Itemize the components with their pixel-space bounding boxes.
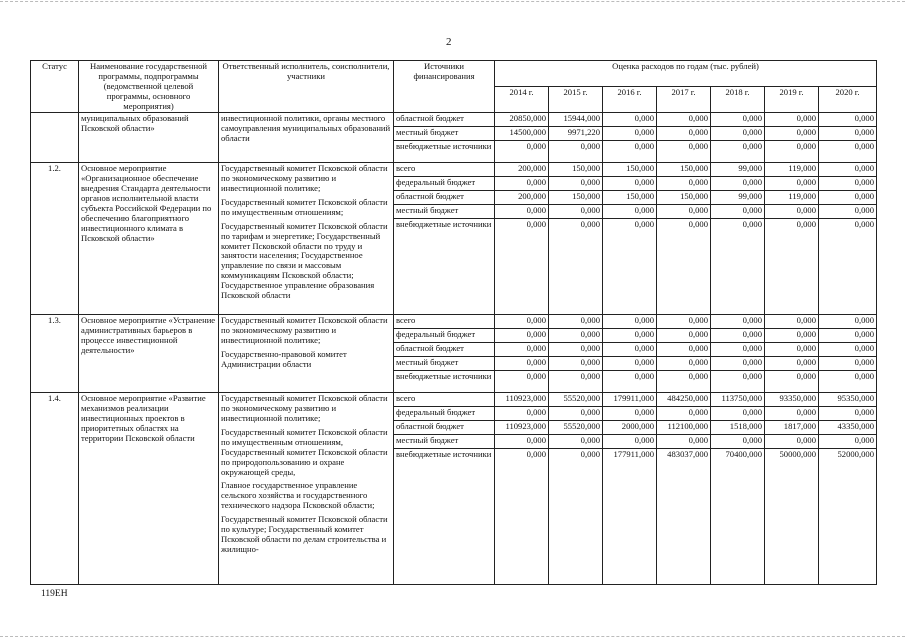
value-cell: 0,000 bbox=[819, 141, 877, 163]
value-cell: 0,000 bbox=[603, 329, 657, 343]
value-cell: 0,000 bbox=[657, 113, 711, 127]
source-cell: областной бюджет bbox=[394, 113, 495, 127]
value-cell: 0,000 bbox=[603, 435, 657, 449]
header-estimate: Оценка расходов по годам (тыс. рублей) bbox=[495, 61, 877, 87]
value-cell: 150,000 bbox=[603, 163, 657, 177]
value-cell: 0,000 bbox=[819, 205, 877, 219]
value-cell: 179911,000 bbox=[603, 393, 657, 407]
value-cell: 0,000 bbox=[549, 357, 603, 371]
value-cell: 20850,000 bbox=[495, 113, 549, 127]
value-cell: 0,000 bbox=[495, 371, 549, 393]
value-cell: 0,000 bbox=[819, 329, 877, 343]
value-cell: 0,000 bbox=[765, 177, 819, 191]
value-cell: 484250,000 bbox=[657, 393, 711, 407]
value-cell: 0,000 bbox=[657, 407, 711, 421]
value-cell: 55520,000 bbox=[549, 421, 603, 435]
value-cell: 0,000 bbox=[603, 407, 657, 421]
value-cell: 0,000 bbox=[765, 407, 819, 421]
source-cell: областной бюджет bbox=[394, 343, 495, 357]
table-row bbox=[31, 315, 877, 329]
value-cell: 52000,000 bbox=[819, 449, 877, 585]
responsible-line: Государственный комитет Псковской области по экономическому развитию и инвестиционной политике; bbox=[221, 163, 388, 194]
value-cell: 0,000 bbox=[603, 343, 657, 357]
value-cell: 1518,000 bbox=[711, 421, 765, 435]
responsible-line: Государственный комитет Псковской области по имущественным отношениям; bbox=[221, 197, 388, 217]
source-cell: внебюджетные источники bbox=[394, 141, 495, 163]
source-cell: всего bbox=[394, 393, 495, 407]
value-cell: 110923,000 bbox=[495, 421, 549, 435]
value-cell: 177911,000 bbox=[603, 449, 657, 585]
value-cell: 0,000 bbox=[765, 113, 819, 127]
source-cell: местный бюджет bbox=[394, 435, 495, 449]
value-cell: 0,000 bbox=[603, 205, 657, 219]
value-cell: 150,000 bbox=[657, 163, 711, 177]
header-year: 2018 г. bbox=[711, 87, 765, 113]
value-cell: 0,000 bbox=[549, 219, 603, 315]
responsible-line: Государственный комитет Псковской области по культуре; Государственный комитет Псковской области по делам строительства и жилищно- bbox=[221, 514, 388, 554]
source-cell: федеральный бюджет bbox=[394, 329, 495, 343]
value-cell: 0,000 bbox=[819, 127, 877, 141]
value-cell: 55520,000 bbox=[549, 393, 603, 407]
header-year: 2014 г. bbox=[495, 87, 549, 113]
source-cell: всего bbox=[394, 315, 495, 329]
value-cell: 0,000 bbox=[549, 407, 603, 421]
value-cell: 0,000 bbox=[549, 435, 603, 449]
value-cell: 0,000 bbox=[765, 357, 819, 371]
measure-name-cell: Основное мероприятие «Развитие механизмов реализации инвестиционных проектов в приоритетных областях на территории Псковской области bbox=[79, 393, 219, 585]
source-cell: местный бюджет bbox=[394, 357, 495, 371]
measure-name-cell: Основное мероприятие «Устранение административных барьеров в процессе инвестиционной деятельности» bbox=[79, 315, 219, 393]
value-cell: 150,000 bbox=[549, 163, 603, 177]
value-cell: 0,000 bbox=[603, 315, 657, 329]
value-cell: 0,000 bbox=[549, 315, 603, 329]
value-cell: 483037,000 bbox=[657, 449, 711, 585]
status-cell: 1.3. bbox=[31, 315, 79, 393]
value-cell: 0,000 bbox=[819, 343, 877, 357]
value-cell: 0,000 bbox=[819, 177, 877, 191]
header-year: 2016 г. bbox=[603, 87, 657, 113]
responsible-cell bbox=[219, 113, 394, 163]
value-cell: 0,000 bbox=[765, 435, 819, 449]
value-cell: 0,000 bbox=[711, 127, 765, 141]
value-cell: 2000,000 bbox=[603, 421, 657, 435]
value-cell: 0,000 bbox=[711, 205, 765, 219]
value-cell: 0,000 bbox=[657, 435, 711, 449]
scan-edge-top bbox=[0, 1, 905, 2]
value-cell: 0,000 bbox=[495, 177, 549, 191]
value-cell: 0,000 bbox=[657, 343, 711, 357]
value-cell: 0,000 bbox=[549, 329, 603, 343]
value-cell: 0,000 bbox=[711, 407, 765, 421]
source-cell: внебюджетные источники bbox=[394, 219, 495, 315]
value-cell: 0,000 bbox=[603, 219, 657, 315]
value-cell: 0,000 bbox=[765, 315, 819, 329]
value-cell: 0,000 bbox=[765, 219, 819, 315]
source-cell: областной бюджет bbox=[394, 191, 495, 205]
value-cell: 0,000 bbox=[711, 219, 765, 315]
value-cell: 0,000 bbox=[657, 141, 711, 163]
value-cell: 0,000 bbox=[765, 141, 819, 163]
value-cell: 50000,000 bbox=[765, 449, 819, 585]
value-cell: 150,000 bbox=[657, 191, 711, 205]
responsible-cell bbox=[219, 163, 394, 315]
value-cell: 0,000 bbox=[711, 113, 765, 127]
value-cell: 0,000 bbox=[711, 435, 765, 449]
value-cell: 0,000 bbox=[657, 177, 711, 191]
value-cell: 0,000 bbox=[603, 177, 657, 191]
value-cell: 9971,220 bbox=[549, 127, 603, 141]
header-status: Статус bbox=[31, 61, 79, 113]
status-cell: 1.2. bbox=[31, 163, 79, 315]
value-cell: 0,000 bbox=[819, 113, 877, 127]
value-cell: 0,000 bbox=[495, 435, 549, 449]
measure-name-cell: муниципальных образований Псковской области» bbox=[79, 113, 219, 163]
table-row bbox=[31, 113, 877, 127]
value-cell: 113750,000 bbox=[711, 393, 765, 407]
responsible-cell bbox=[219, 393, 394, 585]
value-cell: 200,000 bbox=[495, 163, 549, 177]
responsible-line: Главное государственное управление сельского хозяйства и государственного технического надзора Псковской области; bbox=[221, 480, 375, 511]
value-cell: 0,000 bbox=[603, 141, 657, 163]
value-cell: 0,000 bbox=[495, 449, 549, 585]
value-cell: 0,000 bbox=[657, 371, 711, 393]
value-cell: 0,000 bbox=[711, 315, 765, 329]
header-year: 2017 г. bbox=[657, 87, 711, 113]
value-cell: 0,000 bbox=[711, 343, 765, 357]
value-cell: 43350,000 bbox=[819, 421, 877, 435]
value-cell: 0,000 bbox=[657, 357, 711, 371]
value-cell: 0,000 bbox=[711, 329, 765, 343]
responsible-line: Государственный комитет Псковской области по тарифам и энергетике; Государственный комитет Псковской области по труду и занятости населения; Государственное управление по связи и массовым коммуникациям Псковской области; Государственное управление образования Псковской области bbox=[221, 220, 388, 300]
value-cell: 110923,000 bbox=[495, 393, 549, 407]
value-cell: 0,000 bbox=[549, 449, 603, 585]
value-cell: 119,000 bbox=[765, 163, 819, 177]
value-cell: 99,000 bbox=[711, 191, 765, 205]
header-year: 2020 г. bbox=[819, 87, 877, 113]
value-cell: 0,000 bbox=[495, 357, 549, 371]
value-cell: 0,000 bbox=[819, 435, 877, 449]
value-cell: 0,000 bbox=[657, 329, 711, 343]
value-cell: 15944,000 bbox=[549, 113, 603, 127]
source-cell: местный бюджет bbox=[394, 127, 495, 141]
table-row bbox=[31, 393, 877, 407]
value-cell: 0,000 bbox=[819, 315, 877, 329]
value-cell: 0,000 bbox=[765, 205, 819, 219]
measure-name-cell: Основное мероприятие «Организационное обеспечение внедрения Стандарта деятельности органов исполнительной власти субъекта Российской Федерации по обеспечению благоприятного инвестиционного климата в Псковской области» bbox=[79, 163, 219, 315]
value-cell: 93350,000 bbox=[765, 393, 819, 407]
value-cell: 0,000 bbox=[819, 371, 877, 393]
value-cell: 0,000 bbox=[603, 113, 657, 127]
value-cell: 0,000 bbox=[495, 141, 549, 163]
value-cell: 0,000 bbox=[765, 343, 819, 357]
value-cell: 95350,000 bbox=[819, 393, 877, 407]
value-cell: 0,000 bbox=[711, 371, 765, 393]
value-cell: 150,000 bbox=[603, 191, 657, 205]
header-responsible: Ответственный исполнитель, соисполнители, участники bbox=[219, 61, 394, 113]
source-cell: внебюджетные источники bbox=[394, 449, 495, 585]
header-year: 2019 г. bbox=[765, 87, 819, 113]
value-cell: 0,000 bbox=[549, 371, 603, 393]
value-cell: 0,000 bbox=[765, 127, 819, 141]
value-cell: 0,000 bbox=[819, 357, 877, 371]
value-cell: 0,000 bbox=[549, 177, 603, 191]
value-cell: 0,000 bbox=[495, 205, 549, 219]
source-cell: федеральный бюджет bbox=[394, 177, 495, 191]
source-cell: местный бюджет bbox=[394, 205, 495, 219]
value-cell: 0,000 bbox=[711, 357, 765, 371]
page-number: 2 bbox=[446, 36, 452, 48]
source-cell: областной бюджет bbox=[394, 421, 495, 435]
value-cell: 0,000 bbox=[765, 371, 819, 393]
responsible-cell bbox=[219, 315, 394, 393]
value-cell: 0,000 bbox=[657, 315, 711, 329]
header-name: Наименование государственной программы, подпрограммы (ведомственной целевой программы, основного мероприятия) bbox=[79, 61, 219, 113]
table-body bbox=[31, 113, 877, 585]
value-cell: 200,000 bbox=[495, 191, 549, 205]
responsible-line: Государственный комитет Псковской области по экономическому развитию и инвестиционной политике; bbox=[221, 393, 388, 424]
value-cell: 70400,000 bbox=[711, 449, 765, 585]
value-cell: 0,000 bbox=[603, 357, 657, 371]
value-cell: 0,000 bbox=[603, 371, 657, 393]
responsible-line: Государственный комитет Псковской области по экономическому развитию и инвестиционной политике; bbox=[221, 315, 388, 346]
header-sources: Источники финансирования bbox=[394, 61, 495, 113]
source-cell: федеральный бюджет bbox=[394, 407, 495, 421]
value-cell: 0,000 bbox=[495, 343, 549, 357]
responsible-line: инвестиционной политики, органы местного самоуправления муниципальных образований области bbox=[221, 113, 391, 144]
value-cell: 0,000 bbox=[603, 127, 657, 141]
value-cell: 119,000 bbox=[765, 191, 819, 205]
value-cell: 0,000 bbox=[495, 315, 549, 329]
value-cell: 0,000 bbox=[819, 407, 877, 421]
value-cell: 14500,000 bbox=[495, 127, 549, 141]
status-cell: 1.4. bbox=[31, 393, 79, 585]
value-cell: 0,000 bbox=[657, 219, 711, 315]
value-cell: 0,000 bbox=[765, 329, 819, 343]
source-cell: внебюджетные источники bbox=[394, 371, 495, 393]
value-cell: 0,000 bbox=[657, 205, 711, 219]
value-cell: 112100,000 bbox=[657, 421, 711, 435]
value-cell: 0,000 bbox=[549, 343, 603, 357]
value-cell: 0,000 bbox=[549, 141, 603, 163]
value-cell: 1817,000 bbox=[765, 421, 819, 435]
value-cell: 99,000 bbox=[711, 163, 765, 177]
value-cell: 0,000 bbox=[657, 127, 711, 141]
table-row bbox=[31, 163, 877, 177]
status-cell bbox=[31, 113, 79, 163]
value-cell: 0,000 bbox=[495, 407, 549, 421]
header-row bbox=[31, 61, 877, 87]
scan-edge-bottom bbox=[0, 636, 905, 637]
value-cell: 0,000 bbox=[495, 219, 549, 315]
responsible-line: Государственный комитет Псковской области по имущественным отношениям, Государственный комитет Псковской области по природопользованию и охране окружающей среды, bbox=[221, 427, 388, 477]
value-cell: 0,000 bbox=[819, 163, 877, 177]
header-year: 2015 г. bbox=[549, 87, 603, 113]
budget-table bbox=[30, 60, 877, 585]
footer-code: 119ЕН bbox=[41, 589, 68, 599]
value-cell: 0,000 bbox=[819, 191, 877, 205]
source-cell: всего bbox=[394, 163, 495, 177]
value-cell: 0,000 bbox=[549, 205, 603, 219]
value-cell: 150,000 bbox=[549, 191, 603, 205]
value-cell: 0,000 bbox=[711, 141, 765, 163]
value-cell: 0,000 bbox=[495, 329, 549, 343]
value-cell: 0,000 bbox=[711, 177, 765, 191]
value-cell: 0,000 bbox=[819, 219, 877, 315]
responsible-line: Государственно-правовой комитет Администрации области bbox=[221, 349, 347, 369]
